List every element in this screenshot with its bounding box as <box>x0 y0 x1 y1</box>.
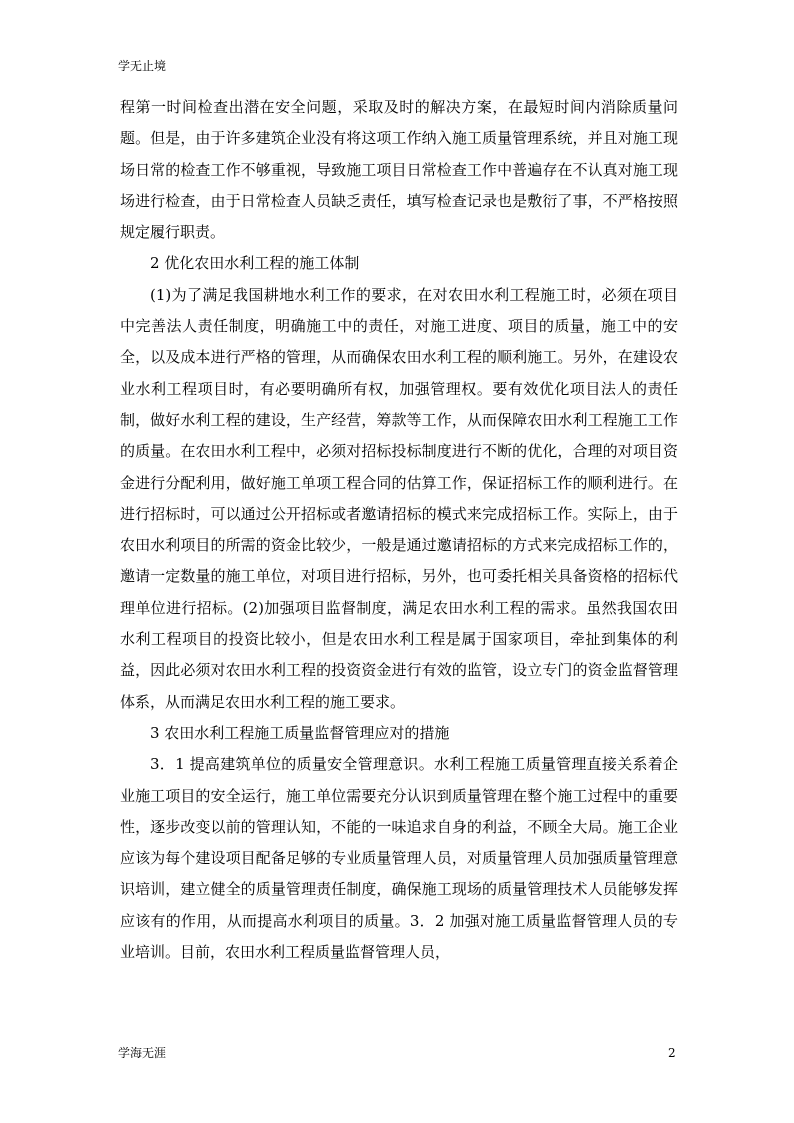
section-heading: 2 优化农田水利工程的施工体制 <box>150 254 360 273</box>
paragraph-continuation: 程第一时间检查出潜在安全问题，采取及时的解决方案，在最短时间内消除质量问题。但是，由于许多建筑企业没有将这项工作纳入施工质量管理系统，并且对施工现场日常的检查工作不够重视，导致施工项目日常检查工作中普遍存在不认真对施工现场进行检查，由于日常检查人员缺乏责任，填写检查记录也是敷衍了事，不严格按照规定履行职责。 <box>120 98 678 242</box>
section-heading: 3 农田水利工程施工质量监督管理应对的措施 <box>150 723 450 742</box>
page-number: 2 <box>668 1046 676 1060</box>
paragraph: (1)为了满足我国耕地水利工作的要求，在对农田水利工程施工时，必须在项目中完善法人责任制度，明确施工中的责任，对施工进度、项目的质量，施工中的安全，以及成本进行严格的管理，从而确保农田水利工程的顺利施工。另外，在建设农业水利工程项目时，有必要明确所有权，加强管理权。要有效优化项目法人的责任制，做好水利工程的建设，生产经营，筹款等工作，从而保障农田水利工程施工工作的质量。在农田水利工程中，必须对招标投标制度进行不断的优化，合理的对项目资金进行分配利用，做好施工单项工程合同的估算工作，保证招标工作的顺利进行。在进行招标时，可以通过公开招标或者邀请招标的模式来完成招标工作。实际上，由于农田水利项目的所需的资金比较少，一般是通过邀请招标的方式来完成招标工作的，邀请一定数量的施工单位，对项目进行招标，另外，也可委托相关具备资格的招标代理单位进行招标。(2)加强项目监督制度，满足农田水利工程的需求。虽然我国农田水利工程项目的投资比较小，但是农田水利工程是属于国家项目，牵扯到集体的利益，因此必须对农田水利工程的投资资金进行有效的监管，设立专门的资金监督管理体系，从而满足农田水利工程的施工要求。 <box>120 285 678 711</box>
document-body <box>120 92 678 968</box>
paragraph: 3．1 提高建筑单位的质量安全管理意识。水利工程施工质量管理直接关系着企业施工项目的安全运行，施工单位需要充分认识到质量管理在整个施工过程中的重要性，逐步改变以前的管理认知，不能的一味追求自身的利益，不顾全大局。施工企业应该为每个建设项目配备足够的专业质量管理人员，对质量管理人员加强质量管理意识培训，建立健全的质量管理责任制度，确保施工现场的质量管理技术人员能够发挥应该有的作用，从而提高水利项目的质量。3．2 加强对施工质量监督管理人员的专业培训。目前，农田水利工程质量监督管理人员， <box>120 755 678 962</box>
page-footer-text: 学海无涯 <box>118 1046 167 1060</box>
page-header: 学无止境 <box>118 59 167 73</box>
